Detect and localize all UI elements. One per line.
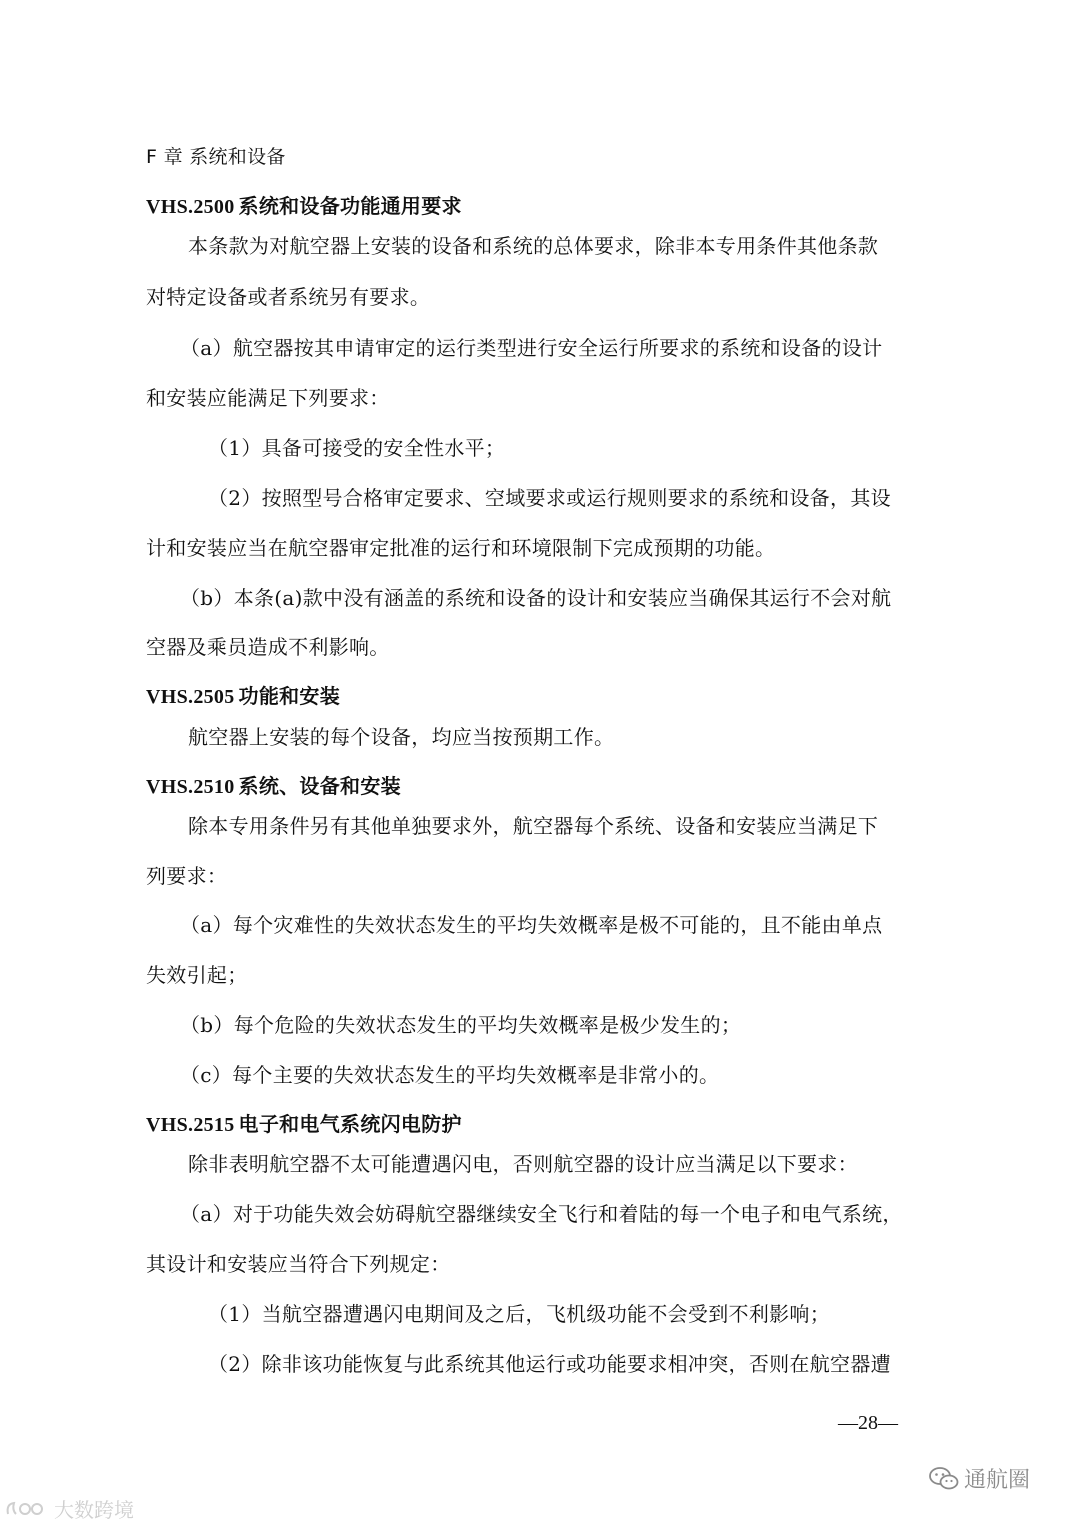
paragraph-line: （a）对于功能失效会妨碍航空器继续安全飞行和着陆的每一个电子和电气系统， <box>180 1202 903 1226</box>
paragraph-line: 本条款为对航空器上安装的设备和系统的总体要求，除非本专用条件其他条款 <box>188 234 879 258</box>
section-title: 系统、设备和安装 <box>238 774 401 798</box>
paragraph-line: 和安装应能满足下列要求： <box>146 386 390 410</box>
chapter-title: F 章 系统和设备 <box>146 146 286 168</box>
paragraph-line: 计和安装应当在航空器审定批准的运行和环境限制下完成预期的功能。 <box>146 536 776 560</box>
section-code: VHS.2510 <box>146 776 235 798</box>
section-heading-2505 <box>146 682 340 711</box>
watermark-right <box>928 1463 1030 1494</box>
paragraph-line: （b）本条(a)款中没有涵盖的系统和设备的设计和安装应当确保其运行不会对航 <box>180 586 892 610</box>
brand-logo-icon <box>4 1498 50 1520</box>
section-title: 电子和电气系统闪电防护 <box>238 1112 462 1136</box>
section-code: VHS.2500 <box>146 196 235 218</box>
watermark-right-text: 通航圈 <box>964 1468 1031 1493</box>
paragraph-line: （a）每个灾难性的失效状态发生的平均失效概率是极不可能的，且不能由单点 <box>180 913 883 937</box>
paragraph-line: 除本专用条件另有其他单独要求外，航空器每个系统、设备和安装应当满足下 <box>188 814 879 838</box>
paragraph-line: 对特定设备或者系统另有要求。 <box>146 285 431 309</box>
section-code: VHS.2515 <box>146 1114 235 1136</box>
watermark-left <box>4 1494 134 1523</box>
section-heading-2500 <box>146 192 462 221</box>
paragraph-line: （2）除非该功能恢复与此系统其他运行或功能要求相冲突，否则在航空器遭 <box>208 1352 891 1376</box>
watermark-left-text: 大数跨境 <box>54 1498 134 1522</box>
section-code: VHS.2505 <box>146 686 235 708</box>
paragraph-line: 其设计和安装应当符合下列规定： <box>146 1252 451 1276</box>
paragraph-line: （b）每个危险的失效状态发生的平均失效概率是极少发生的； <box>180 1013 742 1037</box>
paragraph-line: （a）航空器按其申请审定的运行类型进行安全运行所要求的系统和设备的设计 <box>180 336 883 360</box>
section-heading-2510 <box>146 772 401 801</box>
paragraph-line: （c）每个主要的失效状态发生的平均失效概率是非常小的。 <box>180 1063 720 1087</box>
paragraph-line: （1）具备可接受的安全性水平； <box>208 436 506 460</box>
paragraph-line: 除非表明航空器不太可能遭遇闪电，否则航空器的设计应当满足以下要求： <box>188 1152 858 1176</box>
paragraph-line: 列要求： <box>146 864 228 888</box>
paragraph-line: 空器及乘员造成不利影响。 <box>146 635 390 659</box>
section-title: 系统和设备功能通用要求 <box>238 194 462 218</box>
section-title: 功能和安装 <box>238 684 341 708</box>
page-number: —28— <box>838 1412 898 1434</box>
paragraph-line: 航空器上安装的每个设备，均应当按预期工作。 <box>188 725 615 749</box>
wechat-icon <box>928 1466 960 1492</box>
paragraph-line: （2）按照型号合格审定要求、空域要求或运行规则要求的系统和设备，其设 <box>208 486 891 510</box>
section-heading-2515 <box>146 1110 462 1139</box>
paragraph-line: 失效引起； <box>146 963 248 987</box>
paragraph-line: （1）当航空器遭遇闪电期间及之后，飞机级功能不会受到不利影响； <box>208 1302 831 1326</box>
